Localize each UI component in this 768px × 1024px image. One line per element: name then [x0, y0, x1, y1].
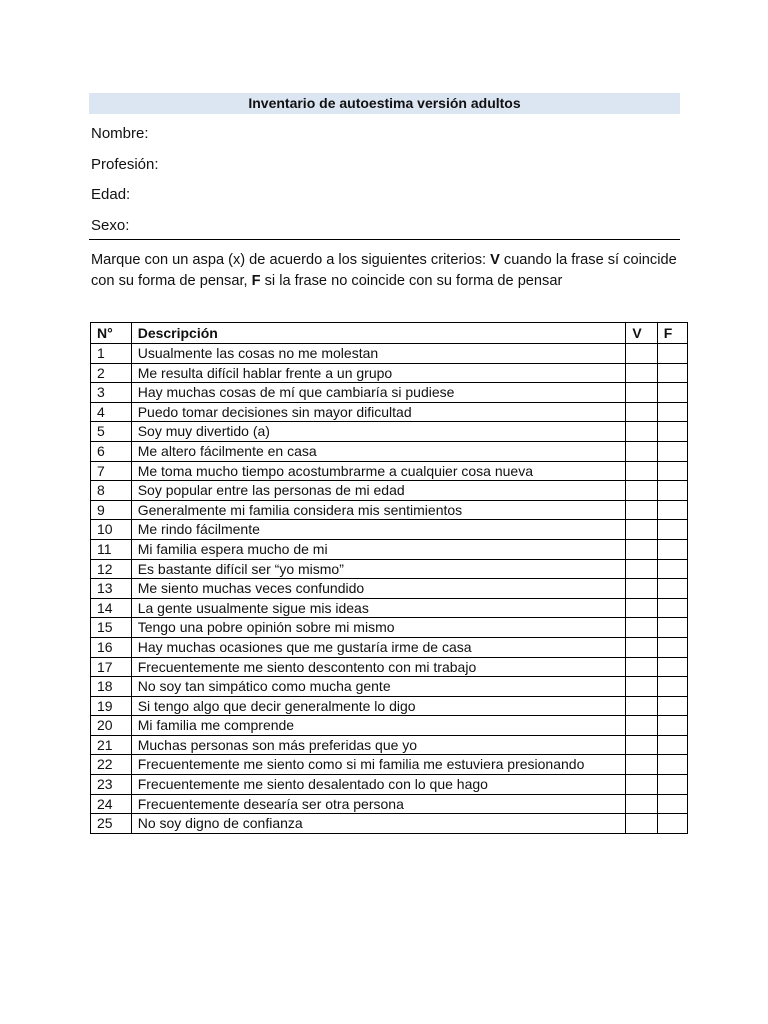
answer-v-cell[interactable]	[626, 579, 657, 599]
field-edad-label: Edad:	[91, 186, 131, 203]
answer-f-cell[interactable]	[657, 814, 687, 834]
answer-v-cell[interactable]	[626, 637, 657, 657]
row-description: Soy muy divertido (a)	[131, 422, 626, 442]
table-row	[91, 520, 688, 540]
table-row	[91, 402, 688, 422]
answer-f-cell[interactable]	[657, 559, 687, 579]
row-number: 24	[91, 794, 132, 814]
row-number: 3	[91, 383, 132, 403]
row-description: Frecuentemente me siento desalentado con lo que hago	[131, 775, 626, 795]
answer-v-cell[interactable]	[626, 598, 657, 618]
table-row	[91, 598, 688, 618]
answer-v-cell[interactable]	[626, 775, 657, 795]
row-number: 13	[91, 579, 132, 599]
table-row	[91, 461, 688, 481]
answer-f-cell[interactable]	[657, 794, 687, 814]
row-number: 4	[91, 402, 132, 422]
table-row	[91, 755, 688, 775]
row-number: 25	[91, 814, 132, 834]
answer-v-cell[interactable]	[626, 735, 657, 755]
row-number: 9	[91, 500, 132, 520]
row-description: Si tengo algo que decir generalmente lo digo	[131, 696, 626, 716]
header-divider	[89, 239, 680, 240]
instructions-v-letter: V	[490, 252, 500, 268]
table-body	[91, 344, 688, 834]
row-number: 21	[91, 735, 132, 755]
row-description: No soy tan simpático como mucha gente	[131, 677, 626, 697]
row-number: 12	[91, 559, 132, 579]
table-row	[91, 363, 688, 383]
answer-f-cell[interactable]	[657, 618, 687, 638]
row-description: Me toma mucho tiempo acostumbrarme a cualquier cosa nueva	[131, 461, 626, 481]
answer-v-cell[interactable]	[626, 814, 657, 834]
answer-f-cell[interactable]	[657, 383, 687, 403]
row-description: Usualmente las cosas no me molestan	[131, 344, 626, 364]
field-sexo-label: Sexo:	[91, 217, 130, 234]
answer-v-cell[interactable]	[626, 559, 657, 579]
row-number: 20	[91, 716, 132, 736]
header-num: N°	[91, 323, 132, 344]
row-description: Mi familia me comprende	[131, 716, 626, 736]
answer-f-cell[interactable]	[657, 441, 687, 461]
answer-f-cell[interactable]	[657, 520, 687, 540]
table-row	[91, 657, 688, 677]
row-number: 11	[91, 539, 132, 559]
answer-f-cell[interactable]	[657, 775, 687, 795]
answer-v-cell[interactable]	[626, 441, 657, 461]
answer-v-cell[interactable]	[626, 794, 657, 814]
answer-v-cell[interactable]	[626, 716, 657, 736]
row-description: Me siento muchas veces confundido	[131, 579, 626, 599]
row-number: 1	[91, 344, 132, 364]
answer-f-cell[interactable]	[657, 755, 687, 775]
answer-v-cell[interactable]	[626, 344, 657, 364]
row-number: 16	[91, 637, 132, 657]
row-number: 5	[91, 422, 132, 442]
answer-v-cell[interactable]	[626, 520, 657, 540]
table-row	[91, 422, 688, 442]
answer-f-cell[interactable]	[657, 696, 687, 716]
answer-f-cell[interactable]	[657, 539, 687, 559]
row-number: 2	[91, 363, 132, 383]
row-description: Tengo una pobre opinión sobre mi mismo	[131, 618, 626, 638]
header-f: F	[657, 323, 687, 344]
row-number: 19	[91, 696, 132, 716]
row-description: Me rindo fácilmente	[131, 520, 626, 540]
table-header-row	[91, 323, 688, 344]
answer-v-cell[interactable]	[626, 539, 657, 559]
table-row	[91, 618, 688, 638]
row-number: 8	[91, 481, 132, 501]
answer-v-cell[interactable]	[626, 755, 657, 775]
answer-v-cell[interactable]	[626, 657, 657, 677]
document-title: Inventario de autoestima versión adultos	[89, 93, 680, 114]
table-row	[91, 481, 688, 501]
answer-v-cell[interactable]	[626, 696, 657, 716]
answer-v-cell[interactable]	[626, 363, 657, 383]
row-number: 22	[91, 755, 132, 775]
table-row	[91, 677, 688, 697]
answer-v-cell[interactable]	[626, 500, 657, 520]
header-v: V	[626, 323, 657, 344]
table-row	[91, 775, 688, 795]
answer-f-cell[interactable]	[657, 422, 687, 442]
answer-v-cell[interactable]	[626, 481, 657, 501]
table-row	[91, 344, 688, 364]
answer-f-cell[interactable]	[657, 363, 687, 383]
table-row	[91, 500, 688, 520]
row-number: 23	[91, 775, 132, 795]
row-number: 7	[91, 461, 132, 481]
row-number: 14	[91, 598, 132, 618]
answer-f-cell[interactable]	[657, 481, 687, 501]
answer-f-cell[interactable]	[657, 637, 687, 657]
answer-f-cell[interactable]	[657, 579, 687, 599]
row-number: 18	[91, 677, 132, 697]
table-row	[91, 814, 688, 834]
answer-f-cell[interactable]	[657, 500, 687, 520]
row-description: Generalmente mi familia considera mis sentimientos	[131, 500, 626, 520]
answer-f-cell[interactable]	[657, 735, 687, 755]
row-description: Frecuentemente desearía ser otra persona	[131, 794, 626, 814]
answer-v-cell[interactable]	[626, 383, 657, 403]
table-row	[91, 794, 688, 814]
field-nombre-label: Nombre:	[91, 125, 149, 142]
table-row	[91, 383, 688, 403]
row-description: Me resulta difícil hablar frente a un grupo	[131, 363, 626, 383]
row-description: Soy popular entre las personas de mi edad	[131, 481, 626, 501]
table-row	[91, 441, 688, 461]
row-description: No soy digno de confianza	[131, 814, 626, 834]
row-number: 6	[91, 441, 132, 461]
table-row	[91, 637, 688, 657]
answer-f-cell[interactable]	[657, 716, 687, 736]
instructions-part3: si la frase no coincide con su forma de pensar	[260, 272, 563, 289]
row-number: 17	[91, 657, 132, 677]
answer-f-cell[interactable]	[657, 677, 687, 697]
row-description: Frecuentemente me siento descontento con mi trabajo	[131, 657, 626, 677]
row-description: Es bastante difícil ser “yo mismo”	[131, 559, 626, 579]
field-profesion-label: Profesión:	[91, 156, 159, 173]
inventory-table	[90, 322, 688, 834]
answer-f-cell[interactable]	[657, 598, 687, 618]
row-description: La gente usualmente sigue mis ideas	[131, 598, 626, 618]
row-description: Mi familia espera mucho de mi	[131, 539, 626, 559]
row-description: Hay muchas ocasiones que me gustaría irme de casa	[131, 637, 626, 657]
row-description: Muchas personas son más preferidas que yo	[131, 735, 626, 755]
table-row	[91, 539, 688, 559]
table-row	[91, 559, 688, 579]
answer-v-cell[interactable]	[626, 618, 657, 638]
answer-f-cell[interactable]	[657, 461, 687, 481]
answer-v-cell[interactable]	[626, 402, 657, 422]
row-description: Puedo tomar decisiones sin mayor dificultad	[131, 402, 626, 422]
table-row	[91, 696, 688, 716]
row-description: Frecuentemente me siento como si mi familia me estuviera presionando	[131, 755, 626, 775]
row-number: 15	[91, 618, 132, 638]
answer-f-cell[interactable]	[657, 657, 687, 677]
answer-f-cell[interactable]	[657, 344, 687, 364]
answer-v-cell[interactable]	[626, 677, 657, 697]
answer-f-cell[interactable]	[657, 402, 687, 422]
instructions-part1: Marque con un aspa (x) de acuerdo a los siguientes criterios:	[91, 252, 491, 268]
instructions-part2: cuando la frase sí coincide con su forma de pensar,	[91, 252, 677, 289]
table-row	[91, 716, 688, 736]
table-row	[91, 735, 688, 755]
answer-v-cell[interactable]	[626, 461, 657, 481]
header-description: Descripción	[131, 323, 626, 344]
instructions-f-letter: F	[251, 272, 261, 289]
row-description: Me altero fácilmente en casa	[131, 441, 626, 461]
row-number: 10	[91, 520, 132, 540]
row-description: Hay muchas cosas de mí que cambiaría si pudiese	[131, 383, 626, 403]
instructions-paragraph	[91, 250, 681, 291]
answer-v-cell[interactable]	[626, 422, 657, 442]
table-row	[91, 579, 688, 599]
